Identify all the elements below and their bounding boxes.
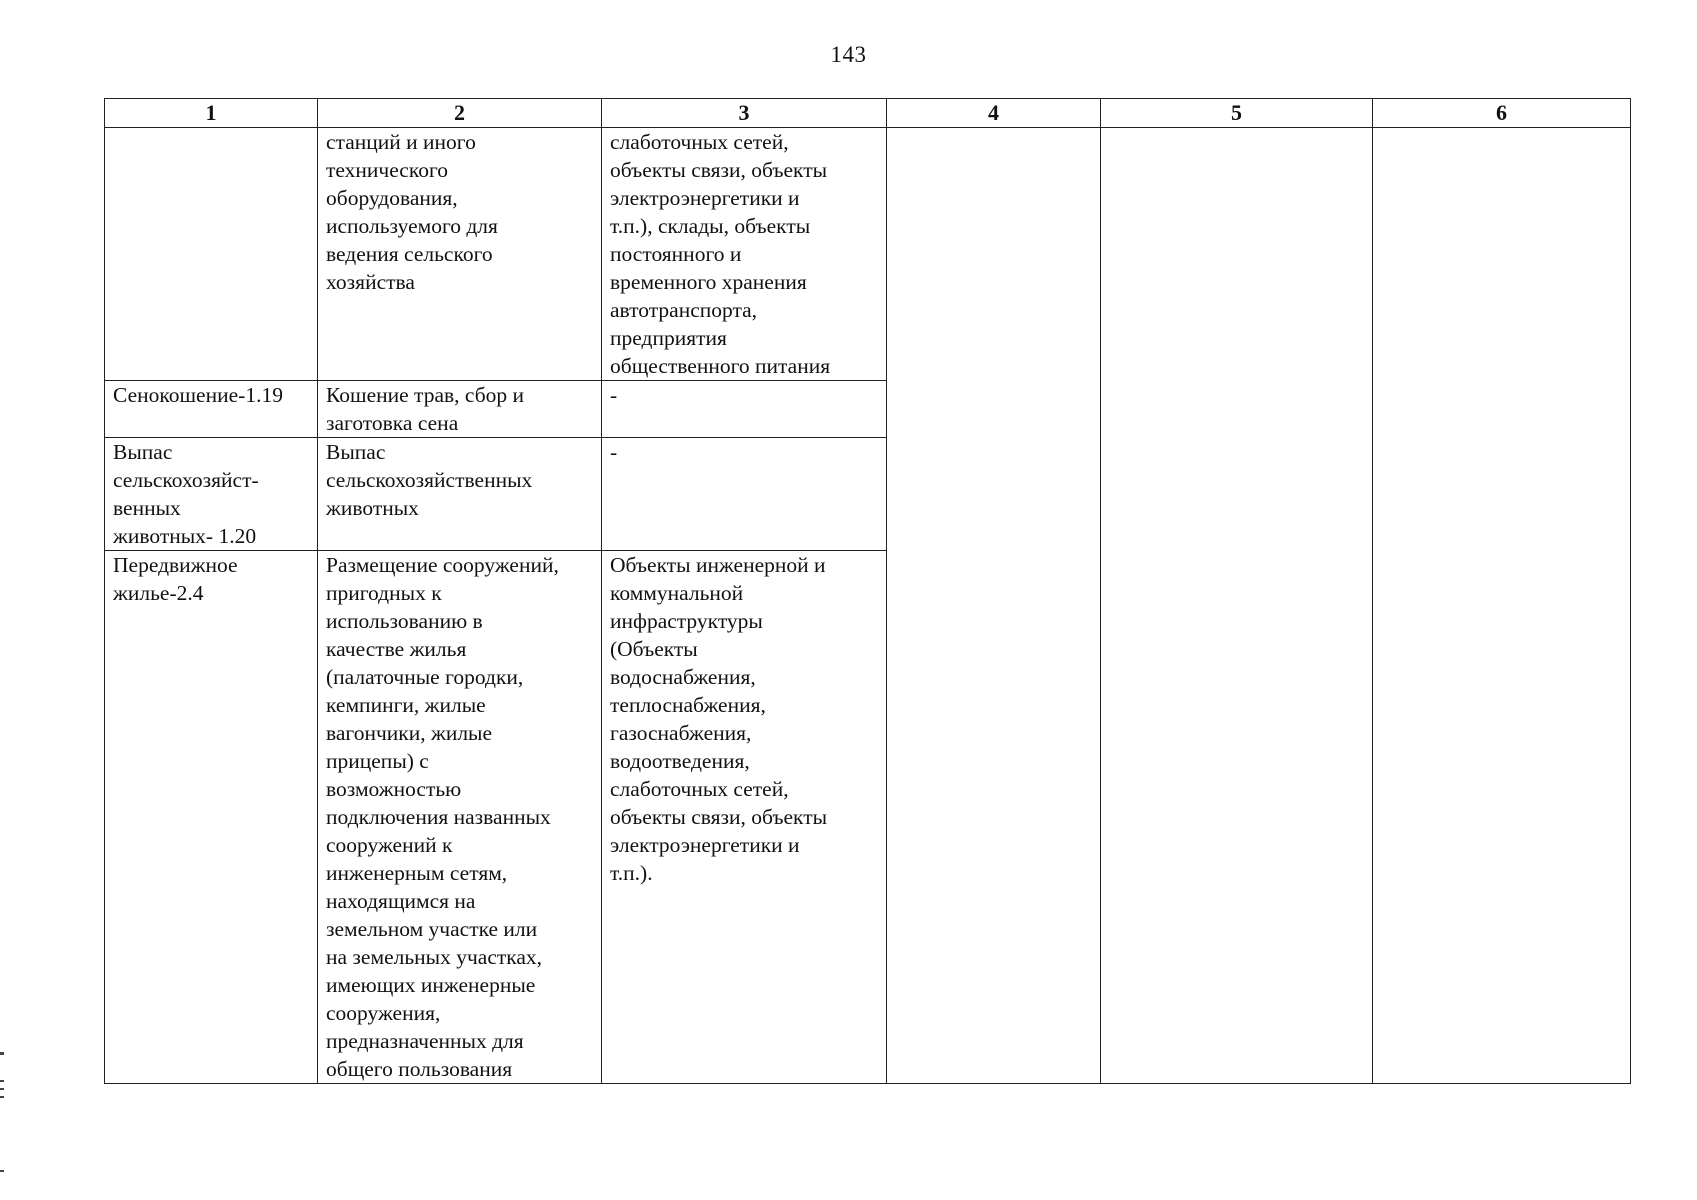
land-use-type-cell xyxy=(105,438,318,551)
merged-column-5-cell xyxy=(1101,128,1373,1084)
column-header-3: 3 xyxy=(602,99,887,128)
auxiliary-use-text: - xyxy=(610,383,618,407)
land-use-type: Сенокошение-1.19 xyxy=(113,383,283,407)
regulations-table xyxy=(104,98,1631,1084)
scan-edge-mark xyxy=(0,1088,4,1090)
description-text: Кошение трав, сбор и заготовка сена xyxy=(326,383,525,435)
description-text: Размещение сооружений, пригодных к использованию в качестве жилья (палаточные городки, кемпинги, жилые вагончики, жилые прицепы) с возможностью подключения названных сооружений к инженерным сетям, находящимся на земельном участке или на земельных участках, имеющих инженерные сооружения, предназначенных для общего пользования xyxy=(326,553,559,1081)
auxiliary-use-cell xyxy=(602,438,887,551)
land-use-type: Выпас сельскохозяйст- венных животных- 1.20 xyxy=(113,440,259,548)
land-use-type-cell xyxy=(105,551,318,1084)
column-header-5: 5 xyxy=(1101,99,1373,128)
column-header-1: 1 xyxy=(105,99,318,128)
scan-edge-mark xyxy=(0,1052,4,1055)
auxiliary-use-cell xyxy=(602,128,887,381)
auxiliary-use-text: Объекты инженерной и коммунальной инфраструктуры (Объекты водоснабжения, теплоснабжения, газоснабжения, водоотведения, слаботочных сетей, объекты связи, объекты электроэнергетики и т.п.). xyxy=(610,553,828,885)
description-cell xyxy=(318,551,602,1084)
description-text: Выпас сельскохозяйственных животных xyxy=(326,440,533,520)
land-use-type-cell xyxy=(105,381,318,438)
description-cell xyxy=(318,438,602,551)
scan-edge-mark xyxy=(0,1096,4,1098)
auxiliary-use-text: - xyxy=(610,440,618,464)
merged-column-6-cell xyxy=(1373,128,1631,1084)
auxiliary-use-text: слаботочных сетей, объекты связи, объекты электроэнергетики и т.п.), склады, объекты постоянного и временного хранения автотранспорта, предприятия общественного питания xyxy=(610,130,831,378)
scan-edge-mark xyxy=(0,1170,4,1172)
scan-edge-mark xyxy=(0,1080,4,1082)
description-cell xyxy=(318,381,602,438)
land-use-type-cell xyxy=(105,128,318,381)
description-cell xyxy=(318,128,602,381)
table-row xyxy=(105,128,1631,381)
auxiliary-use-cell xyxy=(602,551,887,1084)
description-text: станций и иного технического оборудования, используемого для ведения сельского хозяйства xyxy=(326,130,498,294)
auxiliary-use-cell xyxy=(602,381,887,438)
column-header-4: 4 xyxy=(887,99,1101,128)
page-number: 143 xyxy=(830,42,867,67)
table-header-row xyxy=(105,99,1631,128)
column-header-2: 2 xyxy=(318,99,602,128)
column-header-6: 6 xyxy=(1373,99,1631,128)
merged-column-4-cell xyxy=(887,128,1101,1084)
land-use-type: Передвижное жилье-2.4 xyxy=(113,553,238,605)
